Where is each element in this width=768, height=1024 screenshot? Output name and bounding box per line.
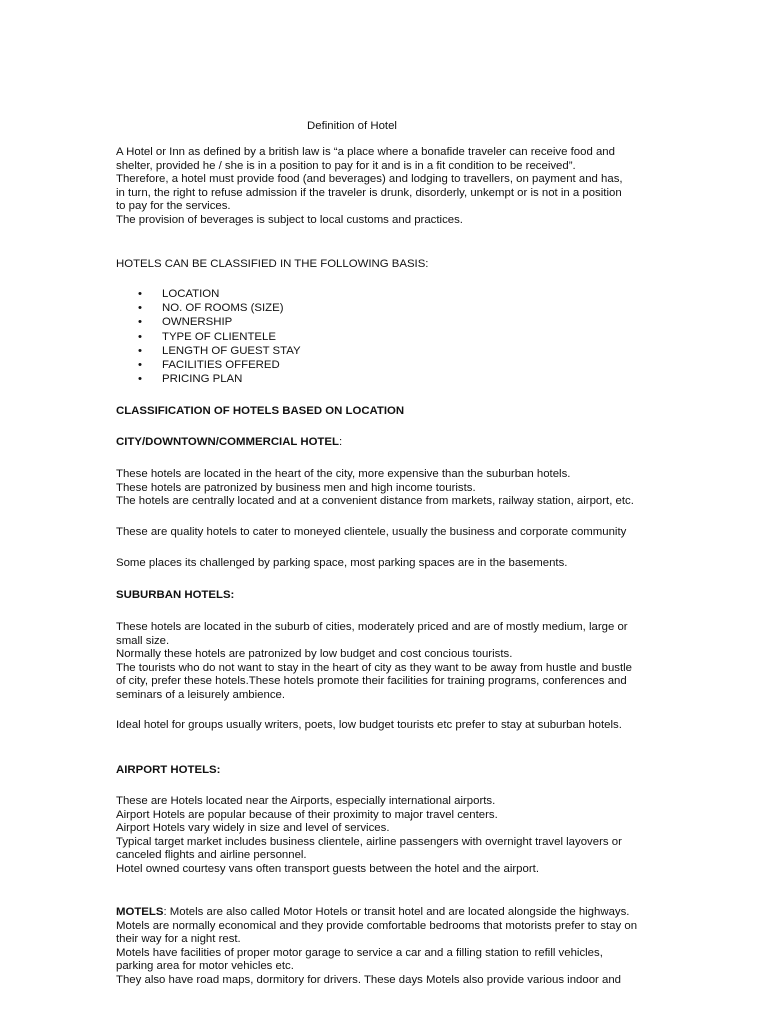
classify-intro: HOTELS CAN BE CLASSIFIED IN THE FOLLOWING BASIS:	[116, 258, 429, 270]
text-line: in turn, the right to refuse admission if the traveler is drunk, disorderly, unkempt or is not in a position	[116, 186, 622, 199]
text-line: They also have road maps, dormitory for drivers. These days Motels also provide various indoor and	[116, 973, 622, 986]
location-heading: CLASSIFICATION OF HOTELS BASED ON LOCATION	[116, 405, 405, 417]
text-line: shelter, provided he / she is in a position to pay for it and is in a fit condition to be received”.	[116, 159, 576, 172]
text-line: A Hotel or Inn as defined by a british law is “a place where a bonafide traveler can receive food and	[116, 146, 615, 158]
text-line: Normally these hotels are patronized by low budget and cost concious tourists.	[116, 648, 513, 661]
list-item-label: LOCATION	[162, 288, 220, 300]
bullet-icon: •	[138, 344, 142, 357]
text-line: Therefore, a hotel must provide food (and beverages) and lodging to travellers, on payment and has,	[116, 173, 623, 186]
text-line: Motels have facilities of proper motor garage to service a car and a filling station to refill vehicles,	[116, 946, 603, 959]
text-line: Airport Hotels are popular because of their proximity to major travel centers.	[116, 808, 498, 821]
motels-paragraph	[116, 906, 646, 988]
text-line: canceled flights and airline personnel.	[116, 849, 307, 862]
list-item-label: LENGTH OF GUEST STAY	[162, 344, 301, 357]
text-line: These hotels are patronized by business men and high income tourists.	[116, 481, 476, 494]
list-item-label: OWNERSHIP	[162, 316, 233, 329]
list-item	[116, 331, 646, 345]
bullet-icon: •	[138, 330, 142, 343]
definition-paragraph	[116, 146, 646, 228]
airport-paragraph	[116, 795, 646, 877]
bullet-icon: •	[138, 302, 142, 315]
city-paragraph	[116, 468, 646, 509]
list-item-label: TYPE OF CLIENTELE	[162, 330, 276, 343]
list-item-label: FACILITIES OFFERED	[162, 358, 280, 371]
city-paragraph-2: These are quality hotels to cater to moneyed clientele, usually the business and corporate community	[116, 526, 627, 538]
basis-list-container	[116, 288, 646, 387]
text-line: The tourists who do not want to stay in the heart of city as they want to be away from hustle and bustle	[116, 661, 633, 674]
list-item	[116, 288, 646, 302]
text-line: These are Hotels located near the Airports, especially international airports.	[116, 795, 496, 807]
text-line: The provision of beverages is subject to local customs and practices.	[116, 213, 463, 226]
list-item	[116, 316, 646, 330]
city-heading	[116, 436, 646, 450]
list-item	[116, 359, 646, 373]
document-title: Definition of Hotel	[307, 120, 397, 132]
text-line: Hotel owned courtesy vans often transport guests between the hotel and the airport.	[116, 862, 539, 875]
list-item-label: PRICING PLAN	[162, 373, 243, 386]
basis-list	[116, 288, 646, 387]
text-line: These hotels are located in the suburb of cities, moderately priced and are of mostly medium, large or	[116, 621, 628, 633]
list-item	[116, 373, 646, 387]
list-item-label: NO. OF ROOMS (SIZE)	[162, 302, 284, 315]
text-line: Motels are normally economical and they provide comfortable bedrooms that motorists prefer to stay on	[116, 919, 638, 932]
suburban-paragraph	[116, 621, 646, 703]
text-line: Airport Hotels vary widely in size and level of services.	[116, 822, 390, 835]
bullet-icon: •	[138, 373, 142, 386]
text-line: parking area for motor vehicles etc.	[116, 960, 294, 973]
suburban-paragraph-2: Ideal hotel for groups usually writers, poets, low budget tourists etc prefer to stay at suburban hotels.	[116, 719, 622, 731]
bullet-icon: •	[138, 358, 142, 371]
airport-heading: AIRPORT HOTELS:	[116, 764, 221, 776]
text-line: of city, prefer these hotels.These hotels promote their facilities for training programs, conferences and	[116, 675, 627, 688]
text-line: These hotels are located in the heart of the city, more expensive than the suburban hotels.	[116, 468, 571, 480]
text-line: Typical target market includes business clientele, airline passengers with overnight travel layovers or	[116, 835, 622, 848]
bullet-icon: •	[138, 288, 142, 300]
text-line: The hotels are centrally located and at a convenient distance from markets, railway station, airport, etc.	[116, 495, 634, 508]
motels-heading: MOTELS	[116, 906, 164, 918]
text-line	[116, 906, 646, 920]
bullet-icon: •	[138, 316, 142, 329]
city-heading-label: CITY/DOWNTOWN/COMMERCIAL HOTEL	[116, 436, 339, 448]
motels-first-line: : Motels are also called Motor Hotels or transit hotel and are located alongside the highways.	[163, 906, 630, 918]
suburban-heading: SUBURBAN HOTELS:	[116, 589, 235, 601]
city-heading-suffix: :	[338, 436, 343, 448]
text-line: seminars of a leisurely ambience.	[116, 688, 286, 701]
city-paragraph-3: Some places its challenged by parking space, most parking spaces are in the basements.	[116, 557, 568, 569]
text-line: to pay for the services.	[116, 200, 231, 213]
text-line: their way for a night rest.	[116, 933, 241, 946]
text-line: small size.	[116, 634, 170, 647]
list-item	[116, 345, 646, 359]
list-item	[116, 302, 646, 316]
